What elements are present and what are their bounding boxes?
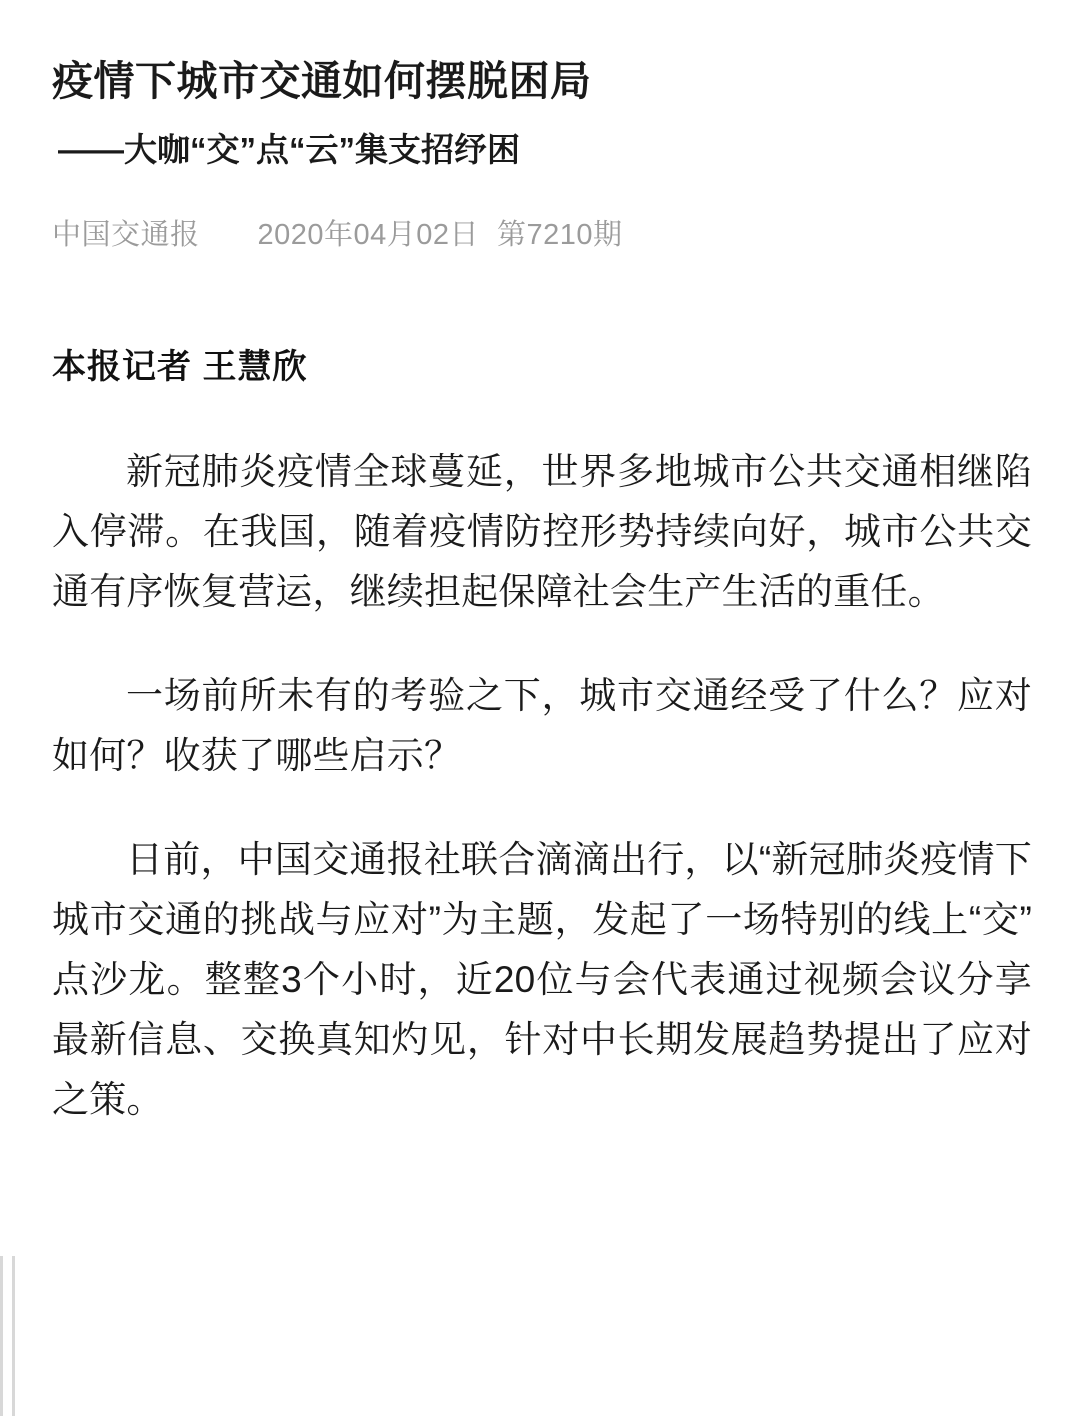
meta-source: 中国交通报 xyxy=(52,219,200,252)
article-paragraph: 一场前所未有的考验之下，城市交通经受了什么？应对如何？收获了哪些启示？ xyxy=(52,674,1032,776)
meta-issue: 第7210期 xyxy=(497,219,623,252)
article-meta xyxy=(52,212,1032,253)
left-edge-rule-outer xyxy=(0,1256,3,1416)
article-paragraph: 新冠肺炎疫情全球蔓延，世界多地城市公共交通相继陷入停滞。在我国，随着疫情防控形势持续向好，城市公共交通有序恢复营运，继续担起保障社会生产生活的重任。 xyxy=(52,451,1032,613)
article-paragraph: 日前，中国交通报社联合滴滴出行，以“新冠肺炎疫情下城市交通的挑战与应对”为主题，发起了一场特别的线上“交”点沙龙。整整3个小时，近20位与会代表通过视频会议分享最新信息、交换真知灼见，针对中长期发展趋势提出了应对之策。 xyxy=(52,838,1032,1120)
article-byline: 本报记者 王慧欣 xyxy=(52,348,308,387)
page-title: 疫情下城市交通如何摆脱困局 xyxy=(52,58,592,104)
left-edge-rule-inner xyxy=(12,1256,15,1416)
article-subtitle: ——大咖“交”点“云”集支招纾困 xyxy=(58,131,520,169)
meta-date: 2020年04月02日 xyxy=(257,219,480,252)
